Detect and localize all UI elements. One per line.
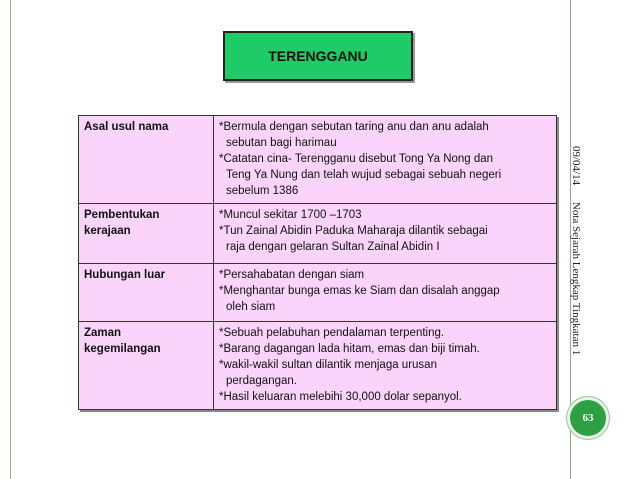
content-line: oleh siam	[226, 301, 276, 313]
row-content	[214, 116, 557, 204]
table-row	[79, 264, 557, 322]
table-row	[79, 322, 557, 410]
content-line: sebelum 1386	[226, 185, 299, 197]
content-line: *Catatan cina- Terengganu disebut Tong Ya Nong dan	[219, 153, 494, 165]
row-label	[79, 264, 214, 322]
row-content	[214, 204, 557, 264]
info-table	[78, 115, 557, 410]
row-label	[79, 116, 214, 204]
slide-title: TERENGGANU	[223, 31, 413, 81]
content-line: *Persahabatan dengan siam	[219, 269, 365, 281]
content-line: *wakil-wakil sultan dilantik menjaga urusan	[219, 359, 437, 371]
page-number-badge: 63	[570, 400, 606, 436]
row-label-line: Asal usul nama	[84, 121, 169, 133]
content-line: *Menghantar bunga emas ke Siam dan disalah anggap	[219, 285, 500, 297]
row-label	[79, 204, 214, 264]
row-label-line: Hubungan luar	[84, 269, 166, 281]
content-line: *Hasil keluaran melebihi 30,000 dolar sepanyol.	[219, 391, 462, 403]
row-label-line: Pembentukan	[84, 209, 160, 221]
table-row	[79, 204, 557, 264]
content-line: raja dengan gelaran Sultan Zainal Abidin I	[226, 241, 440, 253]
slide-subtitle: Nota Sejarah Lengkap Tingkatan 1	[570, 201, 582, 356]
side-caption	[570, 146, 582, 355]
left-border-line	[10, 0, 11, 479]
content-line: *Barang dagangan lada hitam, emas dan biji timah.	[219, 343, 480, 355]
content-line: *Bermula dengan sebutan taring anu dan anu adalah	[219, 121, 489, 133]
row-content	[214, 322, 557, 410]
row-label	[79, 322, 214, 410]
row-label-line: kerajaan	[84, 225, 131, 237]
content-line: *Sebuah pelabuhan pendalaman terpenting.	[219, 327, 445, 339]
content-line: *Tun Zainal Abidin Paduka Maharaja dilantik sebagai	[219, 225, 488, 237]
row-label-line: kegemilangan	[84, 343, 161, 355]
row-label-line: Zaman	[84, 327, 122, 339]
content-line: Teng Ya Nung dan telah wujud sebagai sebuah negeri	[226, 169, 502, 181]
table-row	[79, 116, 557, 204]
content-line: *Muncul sekitar 1700 –1703	[219, 209, 362, 221]
row-content	[214, 264, 557, 322]
content-line: perdagangan.	[226, 375, 297, 387]
slide-date: 09/04/14	[570, 146, 582, 186]
content-line: sebutan bagi harimau	[226, 137, 337, 149]
